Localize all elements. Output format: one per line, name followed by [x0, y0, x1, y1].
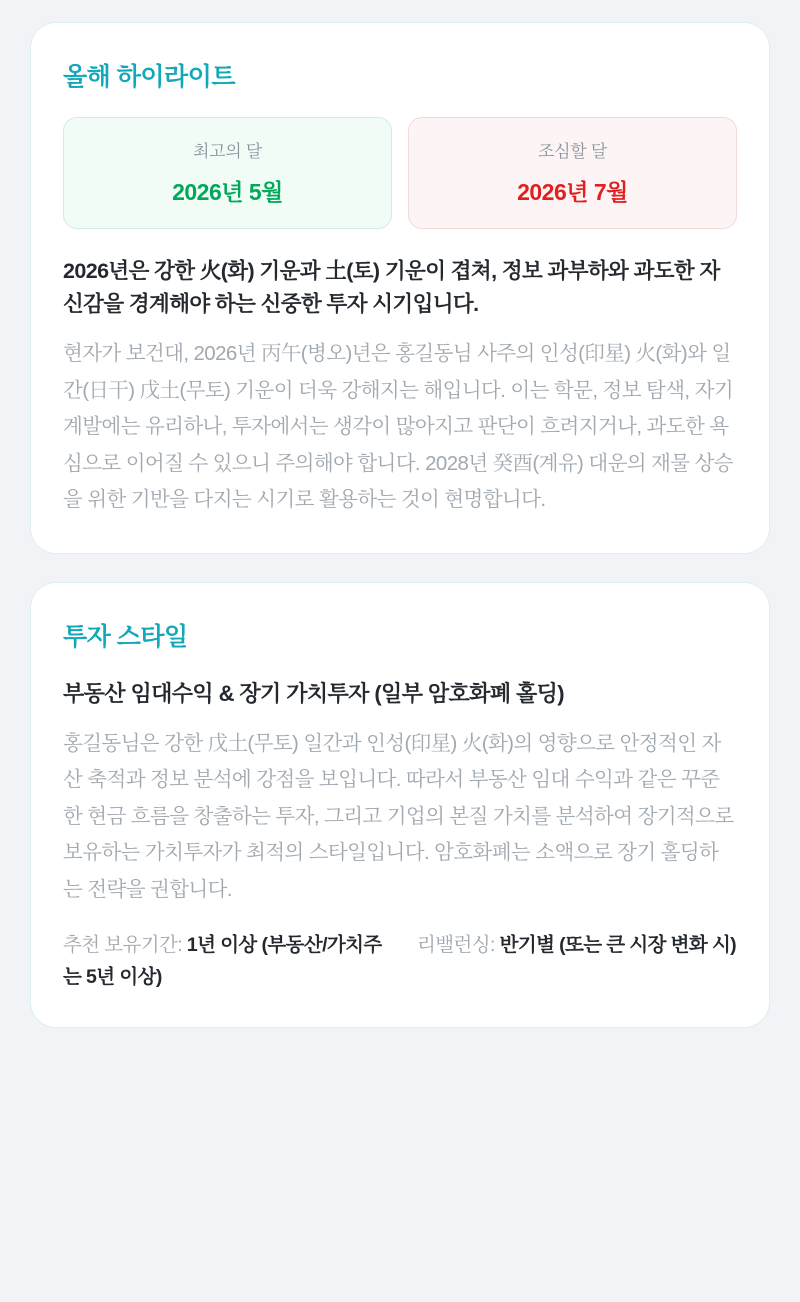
- investment-style-heading: 부동산 임대수익 & 장기 가치투자 (일부 암호화폐 홀딩): [63, 680, 565, 706]
- holding-period-label: 추천 보유기간:: [63, 934, 187, 957]
- caution-month-box: [408, 117, 737, 229]
- investment-style-meta-row: [63, 930, 737, 993]
- rebalancing-meta: [417, 930, 737, 993]
- holding-period-meta: [63, 930, 383, 993]
- holding-period-value: 1년 이상 (부동산/가치주는 5년 이상): [63, 934, 382, 988]
- investment-style-card-title: 투자 스타일: [63, 622, 188, 651]
- highlight-card-title: 올해 하이라이트: [63, 63, 235, 91]
- investment-style-card: [30, 582, 770, 1029]
- best-month-value: 2026년 5월: [172, 179, 283, 205]
- rebalancing-label: 리밸런싱:: [417, 934, 500, 957]
- best-month-label: 최고의 달: [193, 142, 262, 161]
- highlight-lead-text: 2026년은 강한 火(화) 기운과 土(토) 기운이 겹쳐, 정보 과부하와 과도한 자신감을 경계해야 하는 신중한 투자 시기입니다.: [63, 259, 720, 316]
- highlight-card: [30, 22, 770, 554]
- highlight-body-text: 현자가 보건대, 2026년 丙午(병오)년은 홍길동님 사주의 인성(印星) 火(화)와 일간(日干) 戊土(무토) 기운이 더욱 강해지는 해입니다. 이는 학문, 정보 탐색, 자기 계발에는 유리하나, 투자에서는 생각이 많아지고 판단이 흐려지거나, 과도한 욕심으로 이어질 수 있으니 주의해야 합니다. 2028년 癸酉(계유) 대운의 재물 상승을 위한 기반을 다지는 시기로 활용하는 것이 현명합니다.: [63, 342, 734, 512]
- highlight-box-row: [63, 117, 737, 229]
- best-month-box: [63, 117, 392, 229]
- rebalancing-value: 반기별 (또는 큰 시장 변화 시): [499, 934, 737, 957]
- caution-month-value: 2026년 7월: [517, 179, 628, 205]
- caution-month-label: 조심할 달: [538, 142, 607, 161]
- investment-style-body-text: 홍길동님은 강한 戊土(무토) 일간과 인성(印星) 火(화)의 영향으로 안정적인 자산 축적과 정보 분석에 강점을 보입니다. 따라서 부동산 임대 수익과 같은 꾸준한 현금 흐름을 창출하는 투자, 그리고 기업의 본질 가치를 분석하여 장기적으로 보유하는 가치투자가 최적의 스타일입니다. 암호화폐는 소액으로 장기 홀딩하는 전략을 권합니다.: [63, 731, 734, 901]
